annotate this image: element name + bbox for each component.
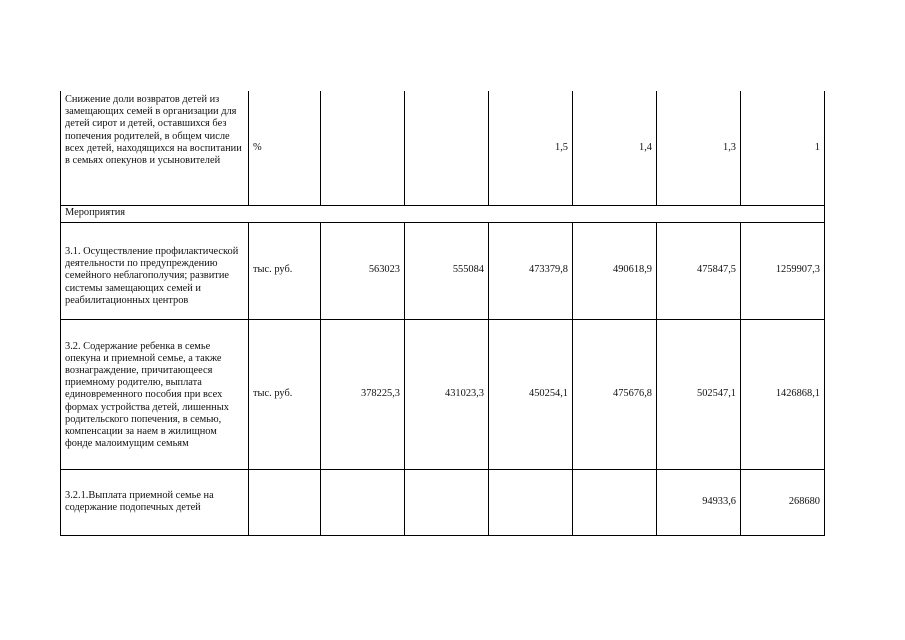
section-title: Мероприятия <box>61 205 825 222</box>
value-cell: 1 <box>741 91 825 205</box>
value-cell: 475676,8 <box>573 319 657 469</box>
value-cell: 1,4 <box>573 91 657 205</box>
value-cell <box>489 469 573 535</box>
value-cell: 555084 <box>405 222 489 319</box>
value-cell: 378225,3 <box>321 319 405 469</box>
section-row <box>61 205 825 222</box>
value-cell <box>321 91 405 205</box>
value-cell: 563023 <box>321 222 405 319</box>
value-cell: 431023,3 <box>405 319 489 469</box>
measure-name: 3.2. Содержание ребенка в семье опекуна и приемной семье, а также вознаграждение, причитающееся приемному родителю, выплата единовременного пособия при всех формах устройства детей, лишенных родительского попечения, в семью, компенсации за наем в жилищном фонде малоимущим семьям <box>61 319 249 469</box>
table-row <box>61 319 825 469</box>
unit-cell: % <box>249 91 321 205</box>
table-row <box>61 222 825 319</box>
unit-cell <box>249 469 321 535</box>
value-cell: 1,5 <box>489 91 573 205</box>
value-cell: 1,3 <box>657 91 741 205</box>
value-cell: 94933,6 <box>657 469 741 535</box>
measure-name: 3.1. Осуществление профилактической деятельности по предупреждению семейного неблагополучия; развитие системы замещающих семей и реабилитационных центров <box>61 222 249 319</box>
value-cell <box>405 91 489 205</box>
unit-cell: тыс. руб. <box>249 319 321 469</box>
value-cell: 475847,5 <box>657 222 741 319</box>
value-cell: 473379,8 <box>489 222 573 319</box>
value-cell <box>405 469 489 535</box>
measure-name: 3.2.1.Выплата приемной семье на содержание подопечных детей <box>61 469 249 535</box>
table-row <box>61 469 825 535</box>
value-cell <box>321 469 405 535</box>
value-cell: 502547,1 <box>657 319 741 469</box>
value-cell <box>573 469 657 535</box>
value-cell: 1259907,3 <box>741 222 825 319</box>
unit-cell: тыс. руб. <box>249 222 321 319</box>
value-cell: 1426868,1 <box>741 319 825 469</box>
value-cell: 268680 <box>741 469 825 535</box>
indicator-name: Снижение доли возвратов детей из замещающих семей в организации для детей сирот и детей, оставшихся без попечения родителей, в общем числе всех детей, находящихся на воспитании в семьях опекунов и усыновителей <box>61 91 249 205</box>
value-cell: 490618,9 <box>573 222 657 319</box>
value-cell: 450254,1 <box>489 319 573 469</box>
data-table <box>60 91 825 536</box>
table-row <box>61 91 825 205</box>
